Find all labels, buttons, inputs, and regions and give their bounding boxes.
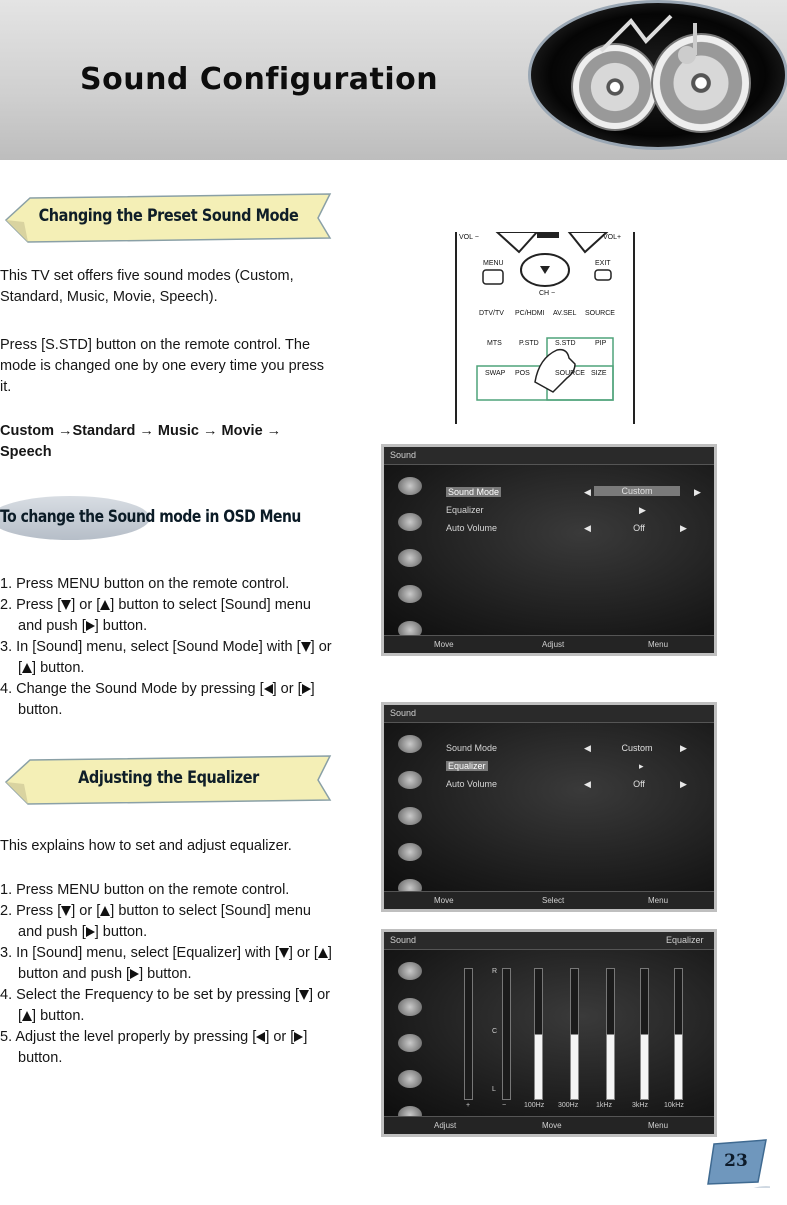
remote-key: SWAP	[485, 370, 506, 377]
osd-title: Sound	[390, 935, 417, 945]
osd-body	[384, 465, 714, 635]
up-arrow-icon	[318, 948, 328, 958]
remote-key: P.STD	[519, 340, 539, 347]
vol-plus-label: VOL+	[603, 234, 622, 241]
eq-band-level	[640, 1034, 649, 1100]
right-arrow-icon: ▶	[680, 523, 687, 533]
osd-body	[384, 950, 714, 1116]
menu-item-sound-mode[interactable]: Sound Mode	[446, 743, 498, 753]
osd-footer	[384, 891, 714, 909]
menu-item-equalizer[interactable]: Equalizer	[448, 761, 486, 771]
intro-paragraph: This TV set offers five sound modes (Custom, Standard, Music, Movie, Speech).	[0, 268, 294, 305]
header-oval	[528, 0, 787, 150]
eq-label-minus: −	[502, 1102, 507, 1109]
footer-adjust: Adjust	[542, 640, 565, 649]
menu-item-equalizer[interactable]: Equalizer	[446, 505, 484, 515]
remote-key: AV.SEL	[553, 310, 577, 317]
step-3: 3. In [Sound] menu, select [Equalizer] with [ ] or [ ] button and push [ ] button.	[0, 945, 332, 982]
balance-label-r: R	[492, 968, 498, 975]
osd-footer	[384, 1116, 714, 1134]
osd-titlebar	[384, 932, 714, 950]
remote-key: MTS	[487, 340, 502, 347]
left-arrow-icon: ◀	[584, 743, 591, 753]
osd-equalizer-screen	[381, 929, 717, 1137]
remote-control-illustration	[455, 232, 635, 424]
auto-volume-value: Off	[633, 523, 645, 533]
sound-icon	[398, 771, 422, 789]
eq-label-100hz: 100Hz	[524, 1102, 545, 1109]
disc-icon	[398, 807, 422, 825]
left-arrow-icon: ◀	[584, 487, 591, 497]
right-arrow-icon: ▸	[639, 761, 644, 771]
remote-key: DTV/TV	[479, 310, 504, 317]
eq-label-plus: +	[466, 1102, 471, 1109]
up-arrow-icon	[22, 663, 32, 673]
mode-sequence: Custom →Standard → Music → Movie → Speech	[0, 423, 282, 460]
remote-key-sstd: S.STD	[555, 340, 576, 347]
page-header	[0, 0, 787, 160]
osd-sound-mode-screen	[381, 444, 717, 656]
eq-label-300hz: 300Hz	[558, 1102, 579, 1109]
page-number: 23	[724, 1151, 748, 1171]
speaker-icon	[398, 962, 422, 980]
speaker-icon	[398, 735, 422, 753]
left-arrow-icon: ◀	[584, 779, 591, 789]
eq-band-level	[570, 1034, 579, 1100]
footer-move: Move	[434, 896, 454, 905]
eq-band-level	[606, 1034, 615, 1100]
right-arrow-icon: ▶	[694, 487, 701, 497]
remote-key: SOURCE	[585, 310, 615, 317]
footer-adjust: Adjust	[434, 1121, 457, 1130]
osd-titlebar	[384, 447, 714, 465]
balance-label-c: C	[492, 1028, 498, 1035]
right-arrow-icon	[86, 621, 95, 631]
right-arrow-icon: ▶	[680, 779, 687, 789]
step-3: 3. In [Sound] menu, select [Sound Mode] with [ ] or [ ] button.	[0, 639, 332, 676]
osd-equalizer-select-screen	[381, 702, 717, 912]
eq-label-3khz: 3kHz	[632, 1102, 648, 1109]
up-arrow-icon	[100, 906, 110, 916]
down-arrow-icon	[301, 642, 311, 652]
osd-subtitle: Equalizer	[666, 935, 704, 945]
up-arrow-icon	[100, 600, 110, 610]
sound-mode-value[interactable]: Custom	[594, 486, 680, 496]
step-4: 4. Select the Frequency to be set by pressing [ ] or [ ] button.	[0, 987, 330, 1024]
osd-footer	[384, 635, 714, 653]
sstd-paragraph: Press [S.STD] button on the remote control. The mode is changed one by one every time you press it.	[0, 337, 325, 395]
sound-icon	[398, 513, 422, 531]
menu-item-sound-mode[interactable]: Sound Mode	[448, 487, 500, 497]
osd-title: Sound	[390, 450, 417, 460]
disc-icon	[398, 549, 422, 567]
footer-menu: Menu	[648, 1121, 669, 1130]
ribbon-title: Adjusting the Equalizer	[78, 768, 259, 788]
page-title: Sound Configuration	[80, 62, 439, 97]
ribbon-title: Changing the Preset Sound Mode	[38, 206, 299, 226]
left-arrow-icon	[256, 1032, 265, 1042]
osd-heading: To change the Sound mode in OSD Menu	[0, 507, 301, 527]
page-number-badge	[706, 1138, 770, 1188]
exit-key-label: EXIT	[595, 260, 611, 267]
remote-key: PIP	[595, 340, 607, 347]
ch-minus-label: CH −	[539, 290, 556, 297]
channel-icon	[398, 843, 422, 861]
left-arrow-icon: ◀	[584, 523, 591, 533]
eq-label-1khz: 1kHz	[596, 1102, 612, 1109]
balance-track[interactable]	[502, 968, 511, 1100]
step-4: 4. Change the Sound Mode by pressing [ ] or [ ] button.	[0, 681, 315, 718]
down-arrow-icon	[299, 990, 309, 1000]
remote-key: POS	[515, 370, 530, 377]
step-5: 5. Adjust the level properly by pressing [ ] or [ ] button.	[0, 1029, 308, 1066]
right-arrow-icon	[86, 927, 95, 937]
osd-heading-block	[0, 492, 300, 542]
right-arrow-icon	[294, 1032, 303, 1042]
eq-label-10khz: 10kHz	[664, 1102, 684, 1109]
channel-icon	[398, 585, 422, 603]
menu-item-auto-volume[interactable]: Auto Volume	[446, 523, 498, 533]
down-arrow-icon	[61, 906, 71, 916]
balance-label-l: L	[492, 1086, 496, 1093]
auto-volume-value: Off	[633, 779, 645, 789]
menu-key-label: MENU	[483, 260, 504, 267]
disc-icon	[398, 1034, 422, 1052]
remote-key: SOURCE	[555, 370, 585, 377]
vol-minus-label: VOL −	[459, 234, 479, 241]
footer-menu: Menu	[648, 640, 669, 649]
left-arrow-icon	[264, 684, 273, 694]
menu-item-auto-volume[interactable]: Auto Volume	[446, 779, 498, 789]
right-arrow-icon: ▶	[639, 505, 646, 515]
osd-title: Sound	[390, 708, 417, 718]
step-1: 1. Press MENU button on the remote control.	[0, 576, 290, 592]
osd-titlebar	[384, 705, 714, 723]
channel-icon	[398, 1070, 422, 1088]
section-ribbon-equalizer	[0, 754, 337, 806]
osd-body	[384, 723, 714, 891]
equalizer-steps	[0, 880, 335, 1069]
balance-track[interactable]	[464, 968, 473, 1100]
footer-menu: Menu	[648, 896, 669, 905]
right-arrow-icon	[130, 969, 139, 979]
equalizer-intro: This explains how to set and adjust equalizer.	[0, 838, 292, 854]
remote-key: PC/HDMI	[515, 310, 545, 317]
right-arrow-icon	[302, 684, 311, 694]
footer-select: Select	[542, 896, 565, 905]
down-arrow-icon	[279, 948, 289, 958]
eq-band-level	[674, 1034, 683, 1100]
sound-icon	[398, 998, 422, 1016]
remote-key: SIZE	[591, 370, 607, 377]
speaker-icon	[398, 477, 422, 495]
footer-move: Move	[434, 640, 454, 649]
down-arrow-icon	[61, 600, 71, 610]
footer-move: Move	[542, 1121, 562, 1130]
osd-steps	[0, 574, 335, 721]
step-2: 2. Press [ ] or [ ] button to select [Sound] menu and push [ ] button.	[0, 903, 311, 940]
eq-band-level	[534, 1034, 543, 1100]
up-arrow-icon	[22, 1011, 32, 1021]
sound-mode-value: Custom	[621, 743, 653, 753]
step-1: 1. Press MENU button on the remote control.	[0, 882, 290, 898]
step-2: 2. Press [ ] or [ ] button to select [Sound] menu and push [ ] button.	[0, 597, 311, 634]
right-arrow-icon: ▶	[680, 743, 687, 753]
section-ribbon-preset	[0, 192, 337, 244]
music-note-icon	[591, 11, 731, 71]
